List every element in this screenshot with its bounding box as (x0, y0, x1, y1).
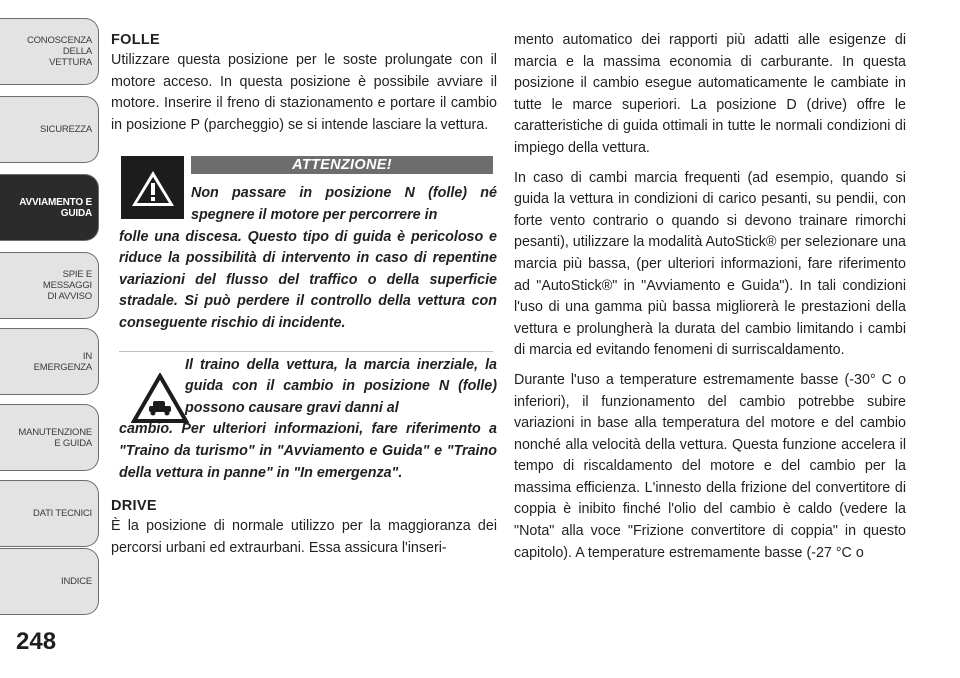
warning-box (119, 156, 497, 334)
right-paragraph-1: mento automatico dei rapporti più adatti alle esigenze di marcia e la massima economia di carburante. In questa posizione il cambio esegue automaticamente le cambiate in tutte le marce superiori. La posizione D (drive) offre le caratteristiche di guida ottimali in tutte le normali condizioni di impiego della vettura. (514, 32, 906, 156)
warning-triangle-icon (121, 156, 184, 219)
note-text-rest: cambio. Per ulteriori informazioni, fare riferimento a "Traino da turismo" in "Avviamento e Guida" e "Traino della vettura in panne" in "In emergenza". (119, 421, 497, 481)
tab-avviamento-e-guida[interactable]: AVVIAMENTO E GUIDA (0, 174, 99, 241)
tab-spie-e-messaggi[interactable]: SPIE E MESSAGGI DI AVVISO (0, 252, 99, 319)
tab-dati-tecnici[interactable]: DATI TECNICI (0, 480, 99, 547)
warning-text-indented: Non passare in posizione N (folle) né spegnere il motore per percorrere in (191, 185, 497, 223)
tab-in-emergenza[interactable]: IN EMERGENZA (0, 328, 99, 395)
note-text-indented: Il traino della vettura, la marcia inerziale, la guida con il cambio in posizione N (folle) possono causare gravi danni al (185, 356, 497, 416)
folle-paragraph: Utilizzare questa posizione per le soste prolungate con il motore acceso. In questa posizione è possibile avviare il motore. Inserire il freno di stazionamento e portare il cambio in posizione P (parcheggio) se si intende lasciare la vettura. (111, 52, 497, 133)
warning-title: ATTENZIONE! (191, 156, 493, 174)
page-number: 248 (16, 628, 57, 655)
drive-heading: DRIVE (111, 498, 157, 515)
tab-manutenzione[interactable]: MANUTENZIONE E GUIDA (0, 404, 99, 471)
right-paragraph-3: Durante l'uso a temperature estremamente basse (-30° C o inferiori), il funzionamento del cambio potrebbe subire variazioni in base alla temperatura del motore e del cambio nonché alla velocità della vettura. Questa funzione accelera il tempo di riscaldamento del motore e del cambio per la massima efficienza. L'innesto della frizione del convertitore di coppia è inibito finché l'olio del cambio è caldo (vedere la "Nota" alla voce "Frizione convertitore di coppia" in questo capitolo). A temperature estremamente basse (-27 °C o (514, 371, 906, 561)
towing-note (119, 351, 497, 485)
drive-paragraph: È la posizione di normale utilizzo per la maggioranza dei percorsi urbani ed extraurbani. Essa assicura l'inseri- (111, 518, 497, 556)
warning-text-rest: folle una discesa. Questo tipo di guida è pericoloso e riduce la possibilità di intervento in caso di repentine variazioni del flusso del traffico o della superficie stradale. Si può perdere il controllo della vettura con conseguente rischio di incidente. (119, 228, 497, 331)
car-towing-triangle-icon (131, 373, 189, 425)
right-column (514, 30, 906, 564)
tab-sicurezza[interactable]: SICUREZZA (0, 96, 99, 163)
right-paragraph-2: In caso di cambi marcia frequenti (ad esempio, quando si guida la vettura in condizioni di carico pesanti, su pendii, con forte vento contrario o quando si devono trainare rimorchi pesanti), utilizzare la modalità AutoStick® per selezionare una marcia più bassa, (per ulteriori informazioni, fare riferimento ad "AutoStick®" in "Avviamento e Guida"). In tali condizioni l'uso di una gamma più bassa migliorerà le prestazioni della vettura e prolungherà la durata del cambio limitando i cambi di marcia ed evitando fenomeni di surriscaldamento. (514, 169, 906, 359)
tab-conoscenza-della-vettura[interactable]: CONOSCENZA DELLA VETTURA (0, 18, 99, 85)
left-column (111, 30, 497, 559)
folle-heading: FOLLE (111, 32, 161, 48)
note-divider (119, 351, 493, 352)
tab-indice[interactable]: INDICE (0, 548, 99, 615)
